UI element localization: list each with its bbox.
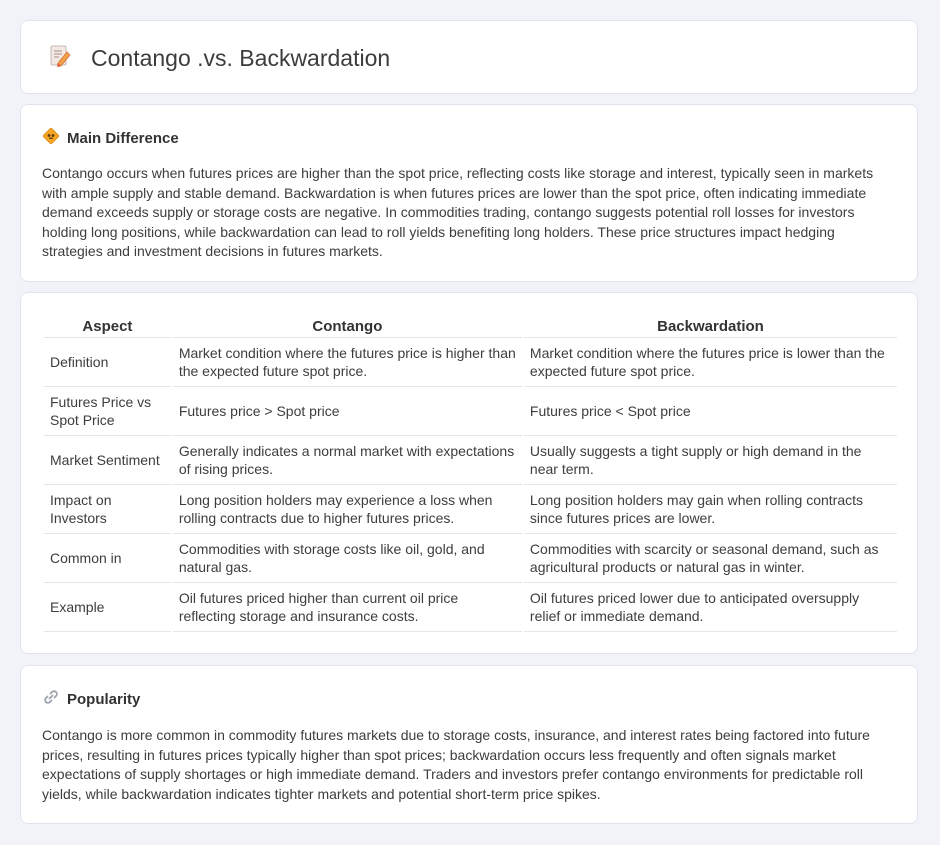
- main-difference-heading: Main Difference: [67, 130, 179, 147]
- table-row: [44, 485, 897, 534]
- table-cell: Futures price > Spot price: [173, 387, 522, 436]
- table-cell: Generally indicates a normal market with expectations of rising prices.: [173, 436, 522, 485]
- table-cell: Oil futures priced lower due to anticipated oversupply relief or immediate demand.: [524, 583, 897, 632]
- table-cell: Definition: [44, 338, 171, 387]
- table-row: [44, 338, 897, 387]
- table-cell: Example: [44, 583, 171, 632]
- table-row: [44, 583, 897, 632]
- diamond-sign-icon: [42, 127, 60, 150]
- table-row: [44, 436, 897, 485]
- comparison-table: [42, 315, 899, 632]
- table-cell: Long position holders may gain when rolling contracts since futures prices are lower.: [524, 485, 897, 534]
- link-icon: [42, 688, 60, 711]
- table-cell: Market Sentiment: [44, 436, 171, 485]
- header-aspect: Aspect: [44, 315, 171, 338]
- header-backwardation: Backwardation: [524, 315, 897, 338]
- table-cell: Futures Price vs Spot Price: [44, 387, 171, 436]
- memo-icon: [47, 43, 73, 74]
- main-difference-text: Contango occurs when futures prices are higher than the spot price, reflecting costs like storage and interest, typically seen in markets with ample supply and stable demand. Backwardation is when futures prices are lower than the spot price, often indicating immediate demand exceeds supply or storage costs are negative. In commodities trading, contango suggests potential roll losses for investors holding long positions, while backwardation can lead to roll yields benefiting long holders. These price structures impact hedging strategies and investment decisions in futures markets.: [42, 165, 874, 259]
- table-cell: Futures price < Spot price: [524, 387, 897, 436]
- title-card: [20, 20, 918, 94]
- table-cell: Usually suggests a tight supply or high demand in the near term.: [524, 436, 897, 485]
- comparison-table-card: [20, 292, 918, 654]
- table-cell: Oil futures priced higher than current oil price reflecting storage and insurance costs.: [173, 583, 522, 632]
- table-cell: Commodities with scarcity or seasonal demand, such as agricultural products or natural gas in winter.: [524, 534, 897, 583]
- main-difference-card: [20, 104, 918, 282]
- header-contango: Contango: [173, 315, 522, 338]
- table-cell: Impact on Investors: [44, 485, 171, 534]
- popularity-heading: Popularity: [67, 691, 141, 708]
- popularity-text: Contango is more common in commodity futures markets due to storage costs, insurance, and interest rates being factored into future prices, resulting in futures prices typically higher than spot prices; backwardation occurs less frequently and often signals market expectations of supply shortages or high immediate demand. Traders and investors prefer contango environments for predictable roll yields, while backwardation indicates tighter markets and potential short-term price spikes.: [42, 727, 870, 802]
- table-header-row: [44, 315, 897, 338]
- table-cell: Commodities with storage costs like oil, gold, and natural gas.: [173, 534, 522, 583]
- table-row: [44, 387, 897, 436]
- table-cell: Long position holders may experience a loss when rolling contracts due to higher futures prices.: [173, 485, 522, 534]
- table-row: [44, 534, 897, 583]
- popularity-card: [20, 665, 918, 824]
- table-cell: Market condition where the futures price is lower than the expected future spot price.: [524, 338, 897, 387]
- table-cell: Common in: [44, 534, 171, 583]
- page-title: Contango .vs. Backwardation: [91, 45, 391, 71]
- table-cell: Market condition where the futures price is higher than the expected future spot price.: [173, 338, 522, 387]
